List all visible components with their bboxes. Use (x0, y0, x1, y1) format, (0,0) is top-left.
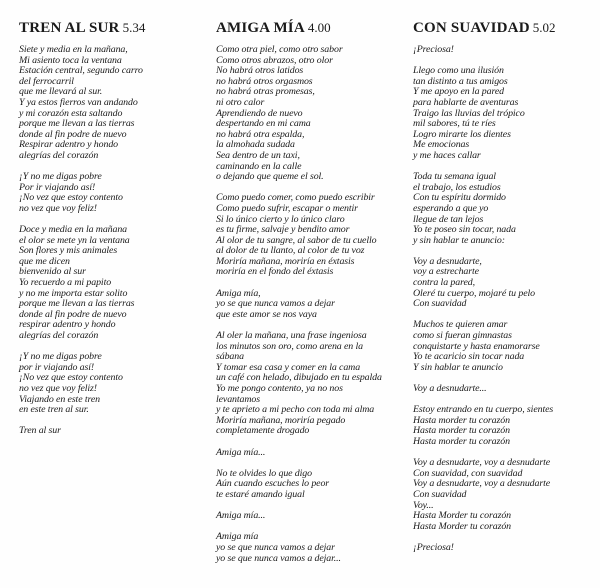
song-column-con-suavidad (413, 18, 593, 554)
lyric-line: Sea dentro de un taxi, (216, 149, 300, 161)
lyric-line: Me emocionas (413, 139, 470, 151)
lyric-line: por ir viajando así! (19, 361, 95, 373)
song-title: AMIGA MÍA (216, 20, 305, 36)
lyric-line: ni otro calor (216, 96, 265, 108)
song-lyrics (216, 45, 396, 564)
lyric-line: un café con helado, dibujado en tu espalda (216, 372, 382, 384)
lyric-line: porque me llevan a las tierras (19, 118, 135, 130)
lyric-line: caminando en la calle (216, 160, 302, 172)
lyric-line: Amiga mía... (216, 446, 266, 458)
lyric-line: Aprendiendo de nuevo (216, 107, 303, 119)
lyric-line: te estaré amando igual (216, 488, 305, 500)
lyric-line: Con suavidad (413, 298, 467, 310)
lyric-line: que me llevará al sur. (19, 86, 103, 98)
lyric-line: del ferrocarril (19, 75, 74, 87)
lyric-line: Amiga mía... (216, 510, 266, 522)
lyric-line: donde al fin podre de nuevo (19, 308, 127, 320)
lyric-line: Voy... (413, 499, 434, 511)
lyric-line: Yo me pongo contento, ya no nos (216, 383, 343, 394)
lyric-line: no habrá otra espalda, (216, 128, 305, 140)
lyric-line: Hasta Morder tu corazón (413, 520, 512, 532)
lyric-line: Logro mirarte los dientes (413, 128, 511, 140)
lyric-line: Hasta Morder tu corazón (413, 510, 512, 522)
lyric-line: sábana (216, 351, 244, 363)
lyric-line: Traigo las lluvias del trópico (413, 107, 525, 119)
lyric-line: Y ya estos fierros van andando (19, 96, 138, 108)
lyric-line: completamente drogado (216, 425, 310, 437)
lyric-line: en este tren al sur. (19, 404, 89, 416)
lyric-line: Hasta morder tu corazón (413, 435, 510, 447)
lyric-line: bienvenido al sur (19, 266, 86, 278)
lyric-line: Llego como una ilusión (413, 65, 504, 77)
lyric-line: conquistarte y hasta enamorarse (413, 340, 540, 352)
lyric-line: Y sin hablar te anuncio (413, 361, 503, 373)
lyric-line: Moriría mañana, moriría pegado (216, 414, 346, 426)
lyric-line: no habrá otros orgasmos (216, 75, 313, 87)
song-duration: 5.34 (122, 20, 146, 35)
lyric-line: Viajando en este tren (19, 393, 100, 405)
lyric-line: Voy a desnudarte... (413, 383, 487, 394)
lyric-line: no vez que voy feliz! (19, 202, 97, 214)
lyric-line: No te olvides lo que digo (216, 467, 312, 479)
lyric-line: yo se que nunca vamos a dejar (216, 541, 335, 553)
song-duration: 4.00 (307, 20, 331, 35)
lyric-line: llegue de tan lejos (413, 213, 484, 225)
song-header (216, 18, 396, 38)
lyric-line: Yo recuerdo a mi papito (19, 277, 112, 289)
lyric-line: Mi asiento toca la ventana (19, 54, 122, 66)
lyric-line: no habrá otras promesas, (216, 86, 315, 98)
lyric-line: y mi corazón esta saltando (19, 107, 123, 119)
lyric-line: despertando en mi cama (216, 118, 311, 130)
lyric-line: moriría en el fondo del éxtasis (216, 266, 334, 278)
lyric-line: el trabajo, los estudios (413, 181, 501, 193)
song-duration: 5.02 (532, 20, 556, 35)
lyric-line: ¡Preciosa! (413, 44, 454, 55)
lyric-line: Como otros abrazos, otro olor (216, 54, 333, 66)
lyric-line: tan distinto a tus amigos (413, 75, 508, 87)
lyric-line: Yo te poseo sin tocar, nada (413, 224, 516, 236)
lyric-line: ¡No vez que estoy contento (19, 372, 123, 384)
lyric-line: porque me llevan a las tierras (19, 298, 135, 310)
lyric-line: ¡Y no me digas pobre (19, 171, 102, 183)
lyric-line: ¡Y no me digas pobre (19, 351, 102, 363)
lyric-line: contra la pared, (413, 277, 475, 289)
song-column-amiga-mia (216, 18, 396, 564)
lyric-line: y sin hablar te anuncio: (413, 234, 505, 246)
lyric-line: esperando a que yo (413, 202, 489, 214)
lyric-line: yo se que nunca vamos a dejar... (216, 552, 341, 564)
lyric-line: Al oler la mañana, una frase ingeniosa (216, 330, 367, 342)
lyric-line: alegrías del corazón (19, 330, 99, 342)
lyric-line: Al olor de tu sangre, al sabor de tu cuello (216, 234, 377, 246)
lyric-line: Amiga mía, (216, 287, 261, 299)
lyric-line: Por ir viajando así! (19, 181, 96, 193)
lyric-line: ¡No vez que estoy contento (19, 192, 123, 204)
lyric-line: ¡Preciosa! (413, 541, 454, 553)
lyric-line: al dolor de tu llanto, al color de tu voz (216, 245, 365, 257)
lyric-line: Muchos te quieren amar (413, 319, 508, 331)
lyric-line: Doce y media en la mañana (19, 224, 128, 236)
lyric-line: no vez que voy feliz! (19, 383, 97, 394)
lyric-line: Como puedo comer, como puedo escribir (216, 192, 375, 204)
lyric-line: mil sabores, tú te ríes (413, 118, 496, 130)
song-column-tren-al-sur (19, 18, 199, 437)
lyric-line: que este amor se nos vaya (216, 308, 317, 320)
lyric-line: respirar adentro y hondo (19, 319, 116, 331)
lyric-line: Hasta morder tu corazón (413, 414, 510, 426)
lyric-line: Yo te acaricio sin tocar nada (413, 351, 525, 363)
lyric-line: Y tomar esa casa y comer en la cama (216, 361, 361, 373)
lyric-line: y me haces callar (413, 149, 481, 161)
lyric-line: Tren al sur (19, 425, 61, 437)
lyric-line: Estoy entrando en tu cuerpo, sientes (413, 404, 554, 416)
lyric-line: Son flores y mis animales (19, 245, 118, 257)
stanza-break (216, 437, 396, 448)
lyric-line: Toda tu semana igual (413, 171, 496, 183)
lyric-line: Con tu espíritu dormido (413, 192, 506, 204)
lyric-line: Aún cuando escuches lo peor (216, 478, 330, 490)
lyric-line: voy a estrecharte (413, 266, 479, 278)
song-lyrics (413, 45, 593, 554)
song-title: CON SUAVIDAD (413, 20, 530, 36)
lyric-line: Como puedo sufrir, escapar o mentir (216, 202, 358, 214)
lyric-line: los minutos son oro, como arena en la (216, 340, 363, 352)
lyric-line: que me dicen (19, 255, 70, 267)
lyric-line: Y me apoyo en la pared (413, 86, 504, 98)
lyric-line: Siete y media en la mañana, (19, 44, 128, 55)
lyric-line: y no me importa estar solito (19, 287, 128, 299)
lyric-line: alegrías del corazón (19, 149, 99, 161)
lyric-line: Oleré tu cuerpo, mojaré tu pelo (413, 287, 535, 299)
lyric-line: Amiga mía (216, 531, 259, 543)
lyric-line: Voy a desnudarte, voy a desnudarte (413, 457, 551, 469)
lyric-line: es tu firme, salvaje y bendito amor (216, 224, 350, 236)
lyric-line: levantamos (216, 393, 260, 405)
lyric-line: Con suavidad (413, 488, 467, 500)
lyric-line: Como otra piel, como otro sabor (216, 44, 343, 55)
lyric-line: Moriría mañana, moriría en éxtasis (216, 255, 355, 267)
lyric-line: Voy a desnudarte, voy a desnudarte (413, 478, 551, 490)
lyric-line: el olor se mete yn la ventana (19, 234, 130, 246)
lyric-line: como si fueran gimnastas (413, 330, 512, 342)
lyric-line: yo se que nunca vamos a dejar (216, 298, 335, 310)
song-header (413, 18, 593, 38)
lyric-line: para hablarte de aventuras (413, 96, 519, 108)
song-title: TREN AL SUR (19, 20, 120, 36)
lyric-line: la almohada sudada (216, 139, 295, 151)
lyric-line: Si lo único cierto y lo único claro (216, 213, 345, 225)
lyric-line: y te aprieto a mi pecho con toda mi alma (216, 404, 375, 416)
lyric-line: donde al fin podre de nuevo (19, 128, 127, 140)
lyric-line: o dejando que queme el sol. (216, 171, 324, 183)
lyric-line: Respirar adentro y hondo (19, 139, 118, 151)
lyric-line: Con suavidad, con suavidad (413, 467, 523, 479)
song-header (19, 18, 199, 38)
lyric-line: No habrá otros latidos (216, 65, 304, 77)
lyric-line: Hasta morder tu corazón (413, 425, 510, 437)
lyric-line: Estación central, segundo carro (19, 65, 143, 77)
lyric-line: Voy a desnudarte, (413, 255, 482, 267)
song-lyrics (19, 45, 199, 437)
